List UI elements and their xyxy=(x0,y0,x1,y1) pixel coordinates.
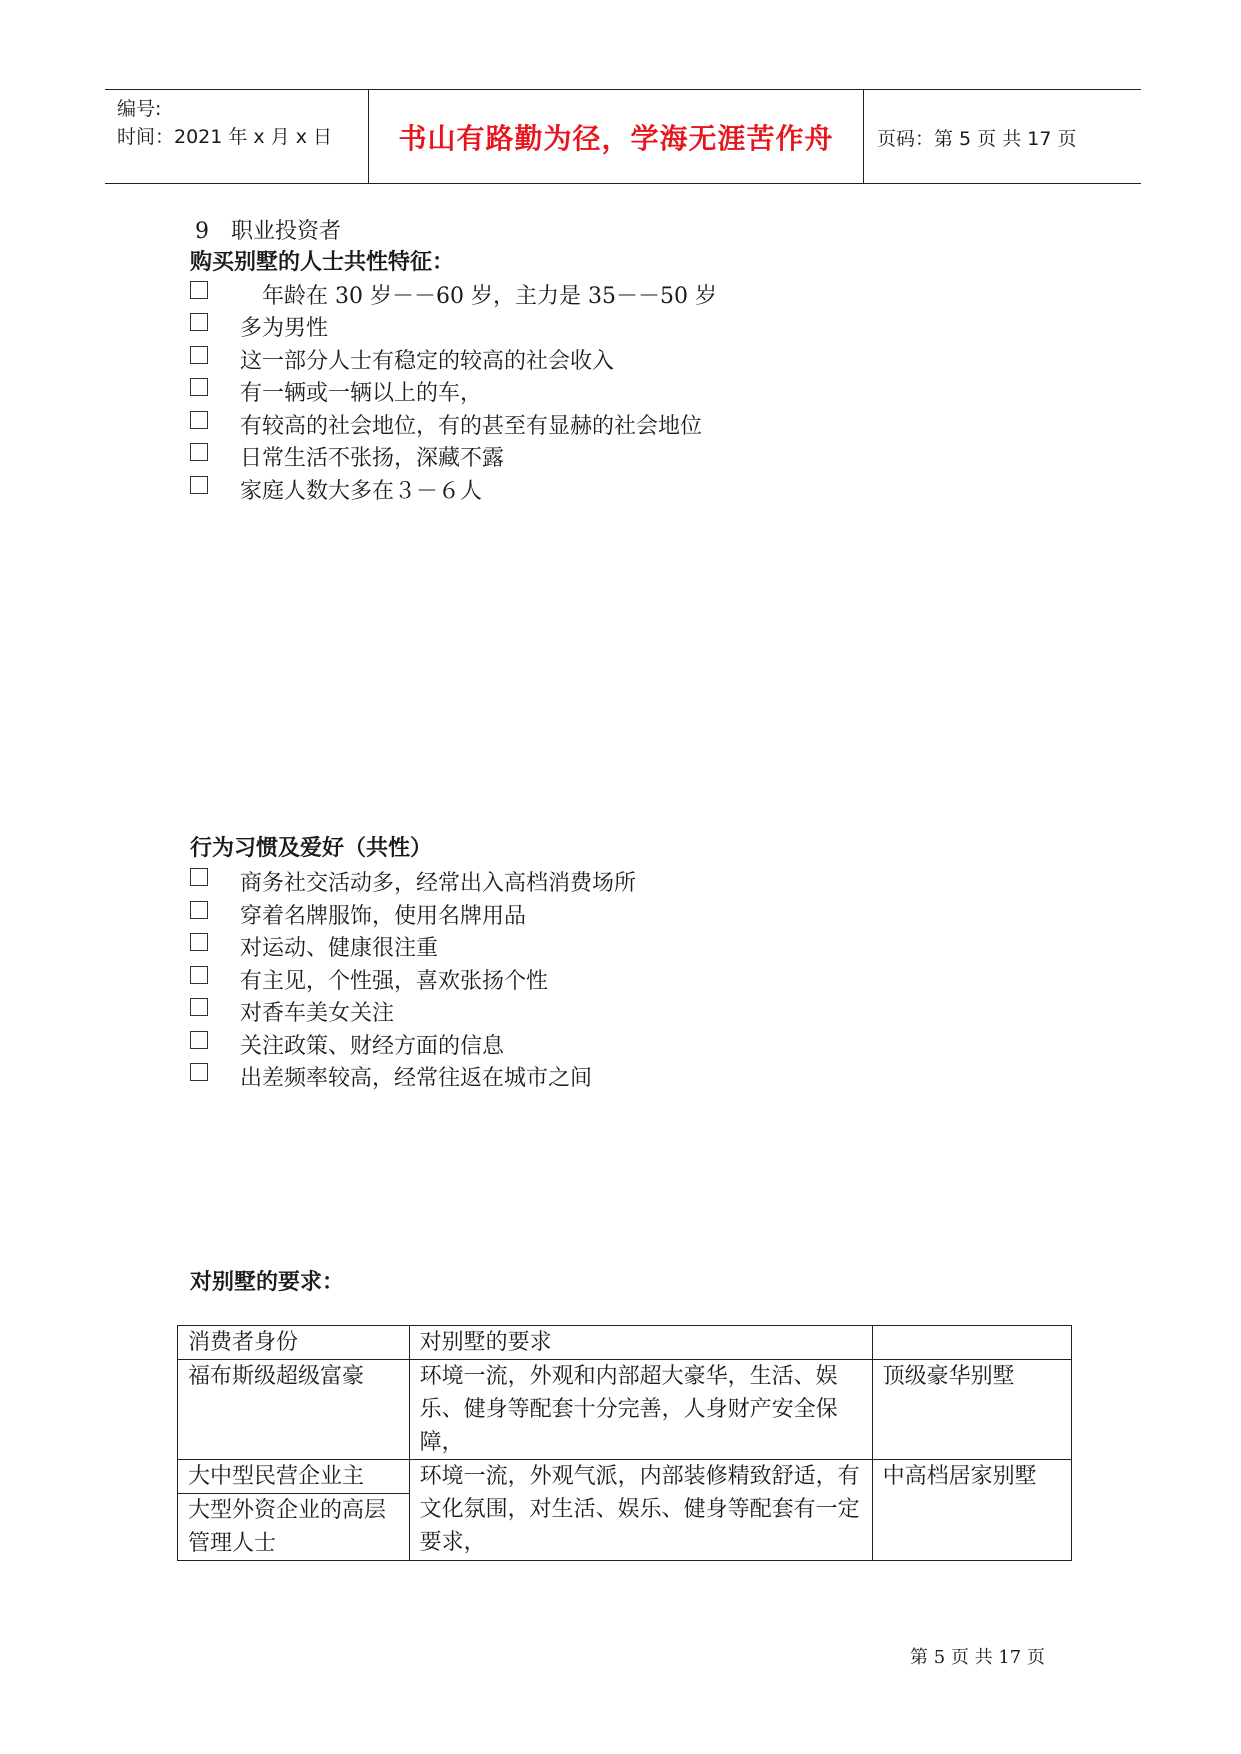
checkbox-icon xyxy=(190,1063,208,1081)
list-item: 关注政策、财经方面的信息 xyxy=(190,1029,208,1054)
list-item: 家庭人数大多在３－６人 xyxy=(190,474,208,499)
table-cell: 福布斯级超级富豪 xyxy=(178,1360,410,1460)
checkbox-icon xyxy=(190,998,208,1016)
checkbox-icon xyxy=(190,933,208,951)
section-heading: 行为习惯及爱好（共性） xyxy=(190,836,433,861)
header-middle-cell xyxy=(369,90,864,183)
list-item: 有主见，个性强，喜欢张扬个性 xyxy=(190,964,208,989)
list-item: 年龄在 30 岁－－60 岁，主力是 35－－50 岁 xyxy=(190,279,208,304)
list-item: 穿着名牌服饰，使用名牌用品 xyxy=(190,899,208,924)
table-cell: 顶级豪华别墅 xyxy=(872,1360,1071,1460)
list-item: 出差频率较高，经常往返在城市之间 xyxy=(190,1061,208,1086)
table-cell: 大中型民营企业主 xyxy=(178,1460,410,1494)
table-cell xyxy=(872,1326,1071,1360)
table-cell: 环境一流，外观气派，内部装修精致舒适，有文化氛围，对生活、娱乐、健身等配套有一定要求， xyxy=(409,1460,872,1561)
number-label: 编号: xyxy=(117,98,162,120)
checkbox-icon xyxy=(190,443,208,461)
checkbox-icon xyxy=(190,966,208,984)
list-item: 对香车美女关注 xyxy=(190,996,208,1021)
checkbox-icon xyxy=(190,378,208,396)
table-row xyxy=(178,1460,1072,1494)
table-cell: 消费者身份 xyxy=(178,1326,410,1360)
section-heading: 对别墅的要求： xyxy=(190,1270,345,1295)
checkbox-icon xyxy=(190,346,208,364)
table-cell: 中高档居家别墅 xyxy=(872,1460,1071,1561)
page-footer: 第 5 页 共 17 页 xyxy=(910,1647,1045,1668)
checkbox-icon xyxy=(190,281,208,299)
list-item: 这一部分人士有稳定的较高的社会收入 xyxy=(190,344,208,369)
time-label: 时间：2021 年 x 月 x 日 xyxy=(117,126,333,148)
header-right-cell xyxy=(865,90,1141,183)
table-cell: 大型外资企业的高层管理人士 xyxy=(178,1494,410,1561)
list-item: 有较高的社会地位，有的甚至有显赫的社会地位 xyxy=(190,409,208,434)
table-cell: 环境一流，外观和内部超大豪华，生活、娱乐、健身等配套十分完善，人身财产安全保障， xyxy=(409,1360,872,1460)
list-item: 多为男性 xyxy=(190,311,208,336)
list-item: 日常生活不张扬，深藏不露 xyxy=(190,441,208,466)
checkbox-icon xyxy=(190,1031,208,1049)
checkbox-icon xyxy=(190,476,208,494)
intro-line: 9 职业投资者 xyxy=(195,219,341,244)
checkbox-icon xyxy=(190,901,208,919)
page-info: 页码：第 5 页 共 17 页 xyxy=(877,128,1077,150)
checkbox-icon xyxy=(190,868,208,886)
list-item: 对运动、健康很注重 xyxy=(190,931,208,956)
checkbox-icon xyxy=(190,411,208,429)
list-item: 商务社交活动多，经常出入高档消费场所 xyxy=(190,866,208,891)
section-heading: 购买别墅的人士共性特征： xyxy=(190,250,455,275)
motto: 书山有路勤为径，学海无涯苦作舟 xyxy=(398,122,834,155)
requirements-table xyxy=(177,1325,1072,1561)
list-item: 有一辆或一辆以上的车， xyxy=(190,376,208,401)
table-row xyxy=(178,1360,1072,1460)
table-header-row xyxy=(178,1326,1072,1360)
header-left-cell xyxy=(105,90,369,183)
checkbox-icon xyxy=(190,313,208,331)
page-header xyxy=(105,89,1141,184)
table-cell: 对别墅的要求 xyxy=(409,1326,872,1360)
